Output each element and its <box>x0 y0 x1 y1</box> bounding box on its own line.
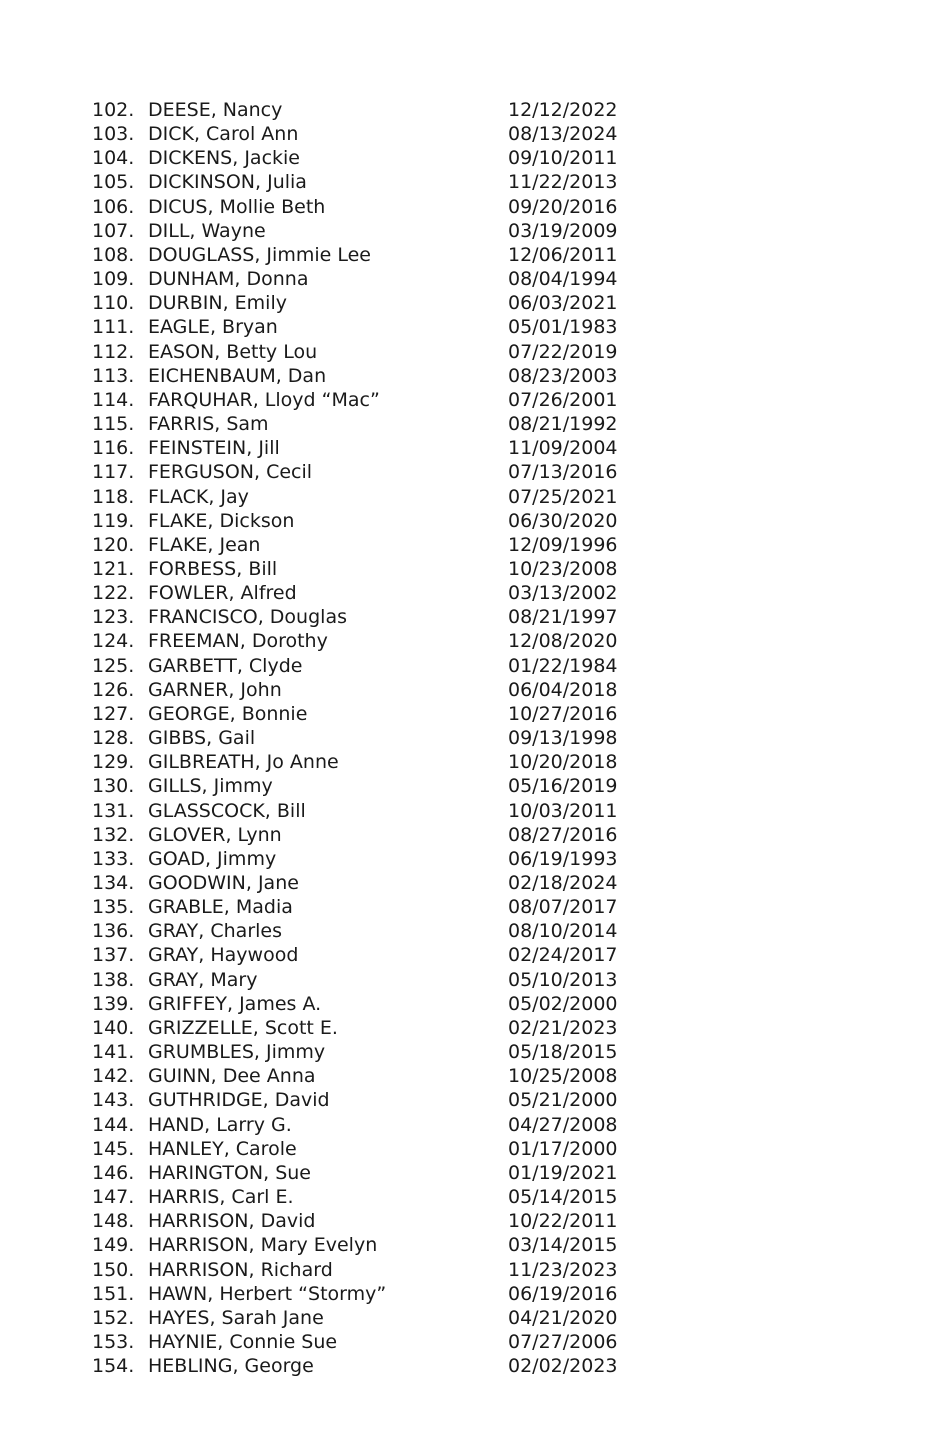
entry-date: 06/03/2021 <box>508 292 618 315</box>
entry-date: 11/23/2023 <box>508 1258 618 1281</box>
entry-name: EICHENBAUM, Dan <box>148 364 327 387</box>
entry-name: GRIZZELLE, Scott E. <box>148 1016 338 1039</box>
entry-number: 138. <box>92 968 135 991</box>
entry-number: 122. <box>92 582 135 605</box>
entry-number: 112. <box>92 340 135 363</box>
entry-name: FLAKE, Dickson <box>148 509 295 532</box>
list-item <box>0 340 948 364</box>
entry-name: GILLS, Jimmy <box>148 775 273 798</box>
entry-name: GLASSCOCK, Bill <box>148 799 306 822</box>
entry-name: EASON, Betty Lou <box>148 340 318 363</box>
entry-date: 12/12/2022 <box>508 99 618 121</box>
entry-name: HAWN, Herbert “Stormy” <box>148 1282 387 1305</box>
entry-date: 06/30/2020 <box>508 509 618 532</box>
entry-name: DICUS, Mollie Beth <box>148 195 326 218</box>
entry-number: 135. <box>92 896 135 919</box>
entry-date: 08/21/1997 <box>508 606 618 629</box>
entry-number: 141. <box>92 1041 135 1064</box>
entry-number: 143. <box>92 1089 135 1112</box>
entry-number: 119. <box>92 509 135 532</box>
entry-date: 06/19/2016 <box>508 1282 618 1305</box>
entry-number: 107. <box>92 219 135 242</box>
entry-name: HAYNIE, Connie Sue <box>148 1330 338 1353</box>
list-item <box>0 1330 948 1354</box>
list-item <box>0 1113 948 1137</box>
list-item <box>0 436 948 460</box>
entry-name: GILBREATH, Jo Anne <box>148 751 339 774</box>
entry-name: EAGLE, Bryan <box>148 316 278 339</box>
list-item <box>0 774 948 798</box>
entry-name: GRAY, Charles <box>148 920 282 943</box>
entry-date: 08/27/2016 <box>508 823 618 846</box>
entry-number: 110. <box>92 292 135 315</box>
entry-date: 01/22/1984 <box>508 654 618 677</box>
list-item <box>0 412 948 436</box>
entry-number: 124. <box>92 630 135 653</box>
entry-number: 134. <box>92 872 135 894</box>
entry-name: HARRIS, Carl E. <box>148 1186 294 1209</box>
entry-number: 146. <box>92 1161 135 1184</box>
entry-number: 106. <box>92 195 135 218</box>
entry-date: 03/13/2002 <box>508 582 618 605</box>
entry-date: 02/18/2024 <box>508 872 618 894</box>
entry-name: GRUMBLES, Jimmy <box>148 1041 326 1064</box>
entry-date: 08/07/2017 <box>508 896 618 919</box>
entry-number: 147. <box>92 1186 135 1209</box>
list-item <box>0 943 948 967</box>
entry-number: 152. <box>92 1306 135 1329</box>
entry-date: 08/13/2024 <box>508 123 618 146</box>
entry-date: 02/02/2023 <box>508 1355 618 1378</box>
entry-date: 05/16/2019 <box>508 775 618 798</box>
entry-number: 105. <box>92 171 135 194</box>
entry-date: 04/27/2008 <box>508 1113 618 1136</box>
entry-number: 109. <box>92 268 135 291</box>
entry-number: 126. <box>92 678 135 701</box>
entry-date: 08/21/1992 <box>508 413 618 436</box>
entry-number: 121. <box>92 557 135 580</box>
entry-date: 05/21/2000 <box>508 1089 618 1112</box>
entry-number: 115. <box>92 413 135 436</box>
entry-date: 11/22/2013 <box>508 171 618 194</box>
entry-name: GOAD, Jimmy <box>148 847 277 870</box>
entry-number: 132. <box>92 823 135 846</box>
list-item <box>0 388 948 412</box>
entry-date: 02/24/2017 <box>508 944 618 967</box>
entry-date: 11/09/2004 <box>508 437 618 460</box>
entry-date: 12/08/2020 <box>508 630 618 653</box>
entry-date: 10/23/2008 <box>508 557 618 580</box>
entry-date: 12/06/2011 <box>508 243 618 266</box>
entry-number: 139. <box>92 992 135 1015</box>
list-item <box>0 219 948 243</box>
entry-date: 07/27/2006 <box>508 1330 618 1353</box>
list-item <box>0 1209 948 1233</box>
entry-number: 133. <box>92 847 135 870</box>
entry-date: 09/10/2011 <box>508 147 618 170</box>
entry-name: GIBBS, Gail <box>148 727 256 750</box>
entry-date: 05/10/2013 <box>508 968 618 991</box>
entry-number: 116. <box>92 437 135 460</box>
entry-name: HAND, Larry G. <box>148 1113 292 1136</box>
entry-date: 10/03/2011 <box>508 799 618 822</box>
entry-name: HAYES, Sarah Jane <box>148 1306 324 1329</box>
list-item <box>0 170 948 194</box>
entry-date: 08/10/2014 <box>508 920 618 943</box>
entry-name: FLACK, Jay <box>148 485 249 508</box>
list-item <box>0 485 948 509</box>
list-item <box>0 1282 948 1306</box>
entry-name: FREEMAN, Dorothy <box>148 630 328 653</box>
entry-name: FORBESS, Bill <box>148 557 278 580</box>
entry-date: 04/21/2020 <box>508 1306 618 1329</box>
entry-name: DICK, Carol Ann <box>148 123 299 146</box>
entry-number: 145. <box>92 1137 135 1160</box>
list-item <box>0 1064 948 1088</box>
entry-number: 125. <box>92 654 135 677</box>
entry-name: DICKENS, Jackie <box>148 147 300 170</box>
entry-number: 114. <box>92 388 135 411</box>
list-item <box>0 823 948 847</box>
list-item <box>0 726 948 750</box>
list-item <box>0 992 948 1016</box>
list-item <box>0 605 948 629</box>
entry-name: FEINSTEIN, Jill <box>148 437 280 460</box>
entry-date: 02/21/2023 <box>508 1016 618 1039</box>
entry-name: HARRISON, Richard <box>148 1258 333 1281</box>
list-item <box>0 871 948 895</box>
list-item <box>0 1354 948 1378</box>
entry-number: 111. <box>92 316 135 339</box>
entry-number: 129. <box>92 751 135 774</box>
entry-name: GARBETT, Clyde <box>148 654 303 677</box>
entry-name: DUNHAM, Donna <box>148 268 309 291</box>
entry-name: GEORGE, Bonnie <box>148 702 308 725</box>
list-item <box>0 243 948 267</box>
entry-name: GARNER, John <box>148 678 282 701</box>
list-item <box>0 1258 948 1282</box>
entry-number: 140. <box>92 1016 135 1039</box>
list-item <box>0 702 948 726</box>
list-item <box>0 1040 948 1064</box>
entry-name: GRIFFEY, James A. <box>148 992 322 1015</box>
entry-name: DOUGLASS, Jimmie Lee <box>148 243 371 266</box>
entry-name: GRABLE, Madia <box>148 896 293 919</box>
list-item <box>0 799 948 823</box>
entry-date: 08/23/2003 <box>508 364 618 387</box>
entry-date: 10/27/2016 <box>508 702 618 725</box>
entry-number: 108. <box>92 243 135 266</box>
entry-name: HARRISON, David <box>148 1210 316 1233</box>
entry-date: 10/20/2018 <box>508 751 618 774</box>
list-item <box>0 1088 948 1112</box>
list-item <box>0 509 948 533</box>
list-item <box>0 146 948 170</box>
entry-date: 10/22/2011 <box>508 1210 618 1233</box>
entry-date: 01/17/2000 <box>508 1137 618 1160</box>
list-item <box>0 1233 948 1257</box>
entry-number: 118. <box>92 485 135 508</box>
list-item <box>0 919 948 943</box>
list-item <box>0 629 948 653</box>
entry-date: 05/18/2015 <box>508 1041 618 1064</box>
entry-name: GLOVER, Lynn <box>148 823 282 846</box>
list-item <box>0 291 948 315</box>
entry-number: 149. <box>92 1234 135 1257</box>
entry-number: 102. <box>92 99 135 121</box>
entry-number: 137. <box>92 944 135 967</box>
list-item <box>0 678 948 702</box>
entry-date: 07/26/2001 <box>508 388 618 411</box>
entry-number: 123. <box>92 606 135 629</box>
list-item <box>0 1016 948 1040</box>
entry-name: DURBIN, Emily <box>148 292 287 315</box>
entry-number: 128. <box>92 727 135 750</box>
list-item <box>0 750 948 774</box>
entry-date: 06/19/1993 <box>508 847 618 870</box>
entry-name: HEBLING, George <box>148 1355 314 1378</box>
entry-number: 142. <box>92 1065 135 1088</box>
entry-number: 154. <box>92 1355 135 1378</box>
entry-number: 127. <box>92 702 135 725</box>
entry-date: 05/14/2015 <box>508 1186 618 1209</box>
entry-number: 131. <box>92 799 135 822</box>
entry-number: 103. <box>92 123 135 146</box>
entry-date: 12/09/1996 <box>508 533 618 556</box>
entry-name: GOODWIN, Jane <box>148 872 299 894</box>
entry-name: HANLEY, Carole <box>148 1137 297 1160</box>
entry-number: 153. <box>92 1330 135 1353</box>
entry-date: 08/04/1994 <box>508 268 618 291</box>
entry-number: 150. <box>92 1258 135 1281</box>
list-item <box>0 315 948 339</box>
list-item <box>0 98 948 122</box>
entry-name: HARRISON, Mary Evelyn <box>148 1234 378 1257</box>
entry-name: FARRIS, Sam <box>148 413 269 436</box>
list-item <box>0 895 948 919</box>
entry-date: 09/13/1998 <box>508 727 618 750</box>
entry-number: 104. <box>92 147 135 170</box>
entry-name: FLAKE, Jean <box>148 533 261 556</box>
list-item <box>0 557 948 581</box>
list-item <box>0 267 948 291</box>
entry-name: DEESE, Nancy <box>148 99 283 121</box>
entry-name: HARINGTON, Sue <box>148 1161 311 1184</box>
list-item <box>0 195 948 219</box>
entry-name: FRANCISCO, Douglas <box>148 606 347 629</box>
entry-date: 03/14/2015 <box>508 1234 618 1257</box>
list-item <box>0 968 948 992</box>
list-item <box>0 581 948 605</box>
list-item <box>0 1185 948 1209</box>
entry-name: FERGUSON, Cecil <box>148 461 313 484</box>
entry-date: 10/25/2008 <box>508 1065 618 1088</box>
entry-date: 06/04/2018 <box>508 678 618 701</box>
entry-name: DICKINSON, Julia <box>148 171 307 194</box>
entry-number: 117. <box>92 461 135 484</box>
entry-date: 09/20/2016 <box>508 195 618 218</box>
entry-number: 144. <box>92 1113 135 1136</box>
list-item <box>0 533 948 557</box>
entry-number: 148. <box>92 1210 135 1233</box>
entry-name: DILL, Wayne <box>148 219 266 242</box>
entry-date: 05/01/1983 <box>508 316 618 339</box>
entry-number: 151. <box>92 1282 135 1305</box>
entry-name: GUINN, Dee Anna <box>148 1065 316 1088</box>
list-item <box>0 1306 948 1330</box>
member-list <box>0 98 948 1378</box>
entry-number: 136. <box>92 920 135 943</box>
list-item <box>0 654 948 678</box>
list-item <box>0 364 948 388</box>
entry-date: 03/19/2009 <box>508 219 618 242</box>
entry-name: GRAY, Mary <box>148 968 258 991</box>
list-item <box>0 122 948 146</box>
list-item <box>0 1161 948 1185</box>
entry-name: FOWLER, Alfred <box>148 582 297 605</box>
list-item <box>0 847 948 871</box>
entry-date: 05/02/2000 <box>508 992 618 1015</box>
entry-name: GRAY, Haywood <box>148 944 299 967</box>
entry-number: 113. <box>92 364 135 387</box>
entry-name: GUTHRIDGE, David <box>148 1089 330 1112</box>
list-item <box>0 460 948 484</box>
entry-date: 07/25/2021 <box>508 485 618 508</box>
entry-date: 07/13/2016 <box>508 461 618 484</box>
list-item <box>0 1137 948 1161</box>
entry-number: 120. <box>92 533 135 556</box>
entry-name: FARQUHAR, Lloyd “Mac” <box>148 388 380 411</box>
entry-date: 07/22/2019 <box>508 340 618 363</box>
entry-date: 01/19/2021 <box>508 1161 618 1184</box>
entry-number: 130. <box>92 775 135 798</box>
